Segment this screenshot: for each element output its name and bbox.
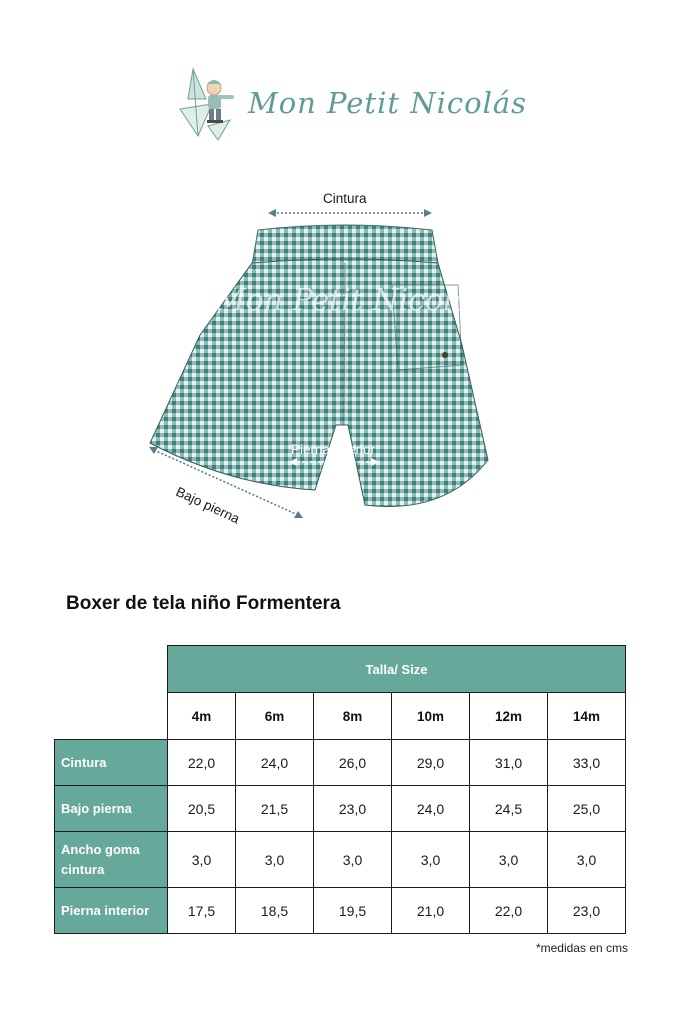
table-row xyxy=(55,740,626,786)
table-cell: 3,0 xyxy=(236,832,314,888)
row-label: Pierna interior xyxy=(55,888,168,934)
size-table xyxy=(54,645,626,934)
boy-illustration-icon xyxy=(178,64,248,144)
table-row xyxy=(55,832,626,888)
table-cell: 25,0 xyxy=(548,786,626,832)
size-col-header: 8m xyxy=(314,693,392,740)
table-cell: 3,0 xyxy=(392,832,470,888)
watermark-text: Mon Petit Nicolás xyxy=(215,283,487,318)
table-cell: 24,5 xyxy=(470,786,548,832)
brand-logo xyxy=(178,64,528,144)
size-col-header: 4m xyxy=(168,693,236,740)
table-cell: 22,0 xyxy=(470,888,548,934)
table-cell: 3,0 xyxy=(548,832,626,888)
table-cell: 31,0 xyxy=(470,740,548,786)
table-cell: 23,0 xyxy=(314,786,392,832)
size-header: Talla/ Size xyxy=(168,646,626,693)
table-cell: 3,0 xyxy=(168,832,236,888)
table-cell: 26,0 xyxy=(314,740,392,786)
row-label: Bajo pierna xyxy=(55,786,168,832)
size-col-header: 12m xyxy=(470,693,548,740)
table-cell: 24,0 xyxy=(392,786,470,832)
table-cell: 33,0 xyxy=(548,740,626,786)
label-cintura: Cintura xyxy=(323,191,367,206)
units-note: *medidas en cms xyxy=(535,941,628,955)
table-cell: 23,0 xyxy=(548,888,626,934)
size-col-header: 6m xyxy=(236,693,314,740)
table-cell: 17,5 xyxy=(168,888,236,934)
label-pierna-interior: Pierna interior xyxy=(291,442,376,457)
table-corner xyxy=(55,646,168,693)
table-row xyxy=(55,888,626,934)
table-corner xyxy=(55,693,168,740)
product-title: Boxer de tela niño Formentera xyxy=(66,593,341,614)
row-label: Cintura xyxy=(55,740,168,786)
table-cell: 21,5 xyxy=(236,786,314,832)
table-cell: 22,0 xyxy=(168,740,236,786)
row-label: Ancho goma cintura xyxy=(55,832,168,888)
table-cell: 18,5 xyxy=(236,888,314,934)
table-cell: 21,0 xyxy=(392,888,470,934)
table-cell: 20,5 xyxy=(168,786,236,832)
table-cell: 3,0 xyxy=(314,832,392,888)
size-col-header: 14m xyxy=(548,693,626,740)
label-bajo-pierna: Bajo pierna xyxy=(173,484,242,527)
table-row xyxy=(55,786,626,832)
table-cell: 3,0 xyxy=(470,832,548,888)
table-cell: 29,0 xyxy=(392,740,470,786)
size-col-header: 10m xyxy=(392,693,470,740)
table-cell: 24,0 xyxy=(236,740,314,786)
table-cell: 19,5 xyxy=(314,888,392,934)
shorts-photo xyxy=(140,185,540,530)
brand-name: Mon Petit Nicolás xyxy=(248,86,528,120)
